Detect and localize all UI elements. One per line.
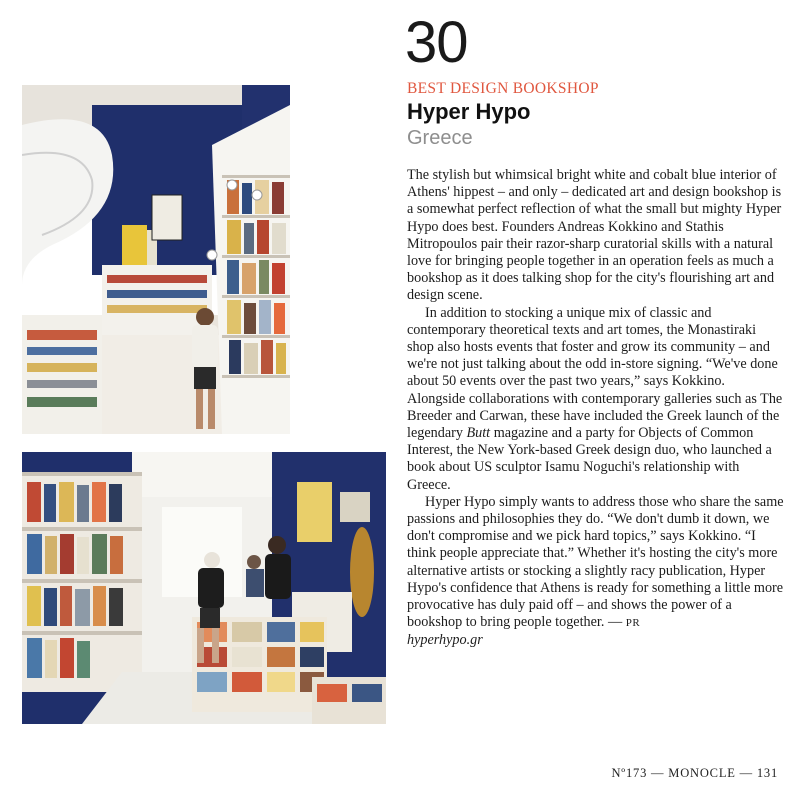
page-folio: Nº173 — MONOCLE — 131 [611, 766, 778, 780]
award-category: BEST DESIGN BOOKSHOP [407, 80, 599, 97]
list-rank-number: 30 [405, 10, 468, 75]
article-paragraph-3 [407, 494, 785, 633]
shop-website-link[interactable]: hyperhypo.gr [407, 632, 483, 649]
article-paragraph-3-text: Hyper Hypo simply wants to address those who share the same passions and philosophies they do. “We don't dumb it down, we don't compromise and we pick hard topics,” says Kokkino. “I think people appreciate that.” Whether it's hosting the city's more alternative artists or stocking a slightly racy publication, Hyper Hypo's confidence that Athens is ready for something a little more provocative has duly paid off – and shows the power of a bookshop to bring people together. [407, 493, 784, 631]
article-paragraph-2-part-2: magazine and a party for Objects of Common Interest, the New York-based Greek design duo, who launched a book about US sculptor Isamu Noguchi's relationship with Greece. [407, 425, 772, 493]
bookshop-interior-illustration-top [22, 85, 290, 434]
author-byline: PR [625, 617, 641, 630]
bookshop-interior-illustration-bottom [22, 452, 386, 724]
shop-name-heading: Hyper Hypo [407, 99, 531, 124]
article-body [407, 167, 785, 650]
shop-country: Greece [407, 127, 473, 149]
bookshop-interior-photo-top [22, 85, 290, 434]
magazine-title-italic: Butt [466, 425, 491, 442]
article-paragraph-2-part-1: In addition to stocking a unique mix of classic and contemporary theoretical texts and art tomes, the Monastiraki shop also hosts events that foster and grow its community – and we're not just talking about the odd in-store signing. “We've done about 50 events over the past two years,” says Kokkino. Alongside collaborations with contemporary galleries such as The Breeder and Carwan, these have included the Greek launch of the legendary [407, 304, 783, 442]
byline-dash: — [604, 614, 626, 631]
bookshop-interior-photo-bottom [22, 452, 386, 724]
article-paragraph-2 [407, 305, 785, 494]
article-paragraph-1: The stylish but whimsical bright white and cobalt blue interior of Athens' hippest – and only – dedicated art and design bookshop is a somewhat perfect reflection of what the small but mighty Hyper Hypo does best. Founders Andreas Kokkino and Stathis Mitropoulos pair their razor-sharp curatorial skills with a natural love for bringing people together in an operation feels as much a bookshop as it does talking shop for the city's flourishing art and design scene. [407, 167, 782, 304]
